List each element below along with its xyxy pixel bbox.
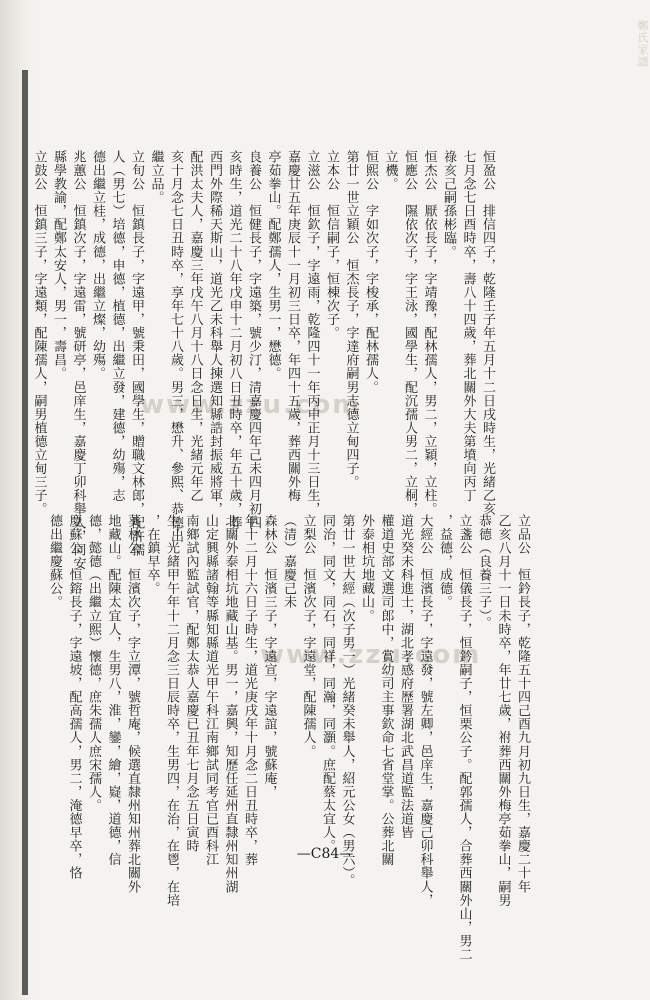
genealogy-text-top: 恒盈公 排信四子，乾隆壬子年五月十二日戌時生，光緒乙亥 七月念七日酉時卒，壽八十四歲，葬北關外大夫第墳向丙丁 祿亥己嗣孫彬臨。 恒杰公 厭依長子，字靖豫，配林孺人，男二，立穎，立柱。 恒應公 隰依次子，字王泳，國學生，配沉孺人男二，立桐， 立機。 恒熙公 字如次子，字梭承，配林孺人。 第廿一世立穎公 恒杰長子，字達府嗣男志德立甸四子。 立本公 恒信嗣子，恒棟次子。 立滋公 恒欽子，字遠雨，乾隆四十一年丙申正月十三日生， 嘉慶廿五年庚辰十一月初三日卒，年四十五歲，葬西關外梅 亭茹拳山。配鄭孺人，生男一，懋德。 良養公 恒健長子，字遠築，號少汀，清嘉慶四年己未四月初四 亥時生，道光二十八年戊申十二月初八日丑時卒，年五十歲，葬 西門外際稀天斯山，道光乙未科舉人揀選知縣誥封振威將軍， 配洪太夫人，嘉慶三年戊午八月十八日念日生，光緒元年乙 亥十月念七日丑時卒，享年七十八歲。男三，懋升、參熙、恭德出 繼立品。 立旬公 恒鎮長子，字遠甲，號秉田，國學生，贈職文林郎，配許孺 人（男七）培德，申德，植德，出繼立發，建德，幼殤，志 德出繼立桂，成德，出繼立燦，幼殤。 兆蕙公 恒鎮次子，字遠雷，號研亭，邑庠生，嘉慶丁卯科舉人，同安 縣學教諭，配鄭太安人，男一，壽昌。 立鼓公 恒鎮三子，字遠類，配陳孺人，嗣男植德立甸三子。 — [31, 150, 495, 571]
watermark-lower: www.zzu.com — [260, 640, 482, 670]
genealogy-text-bottom: 立品公 恒鈐長子，乾隆五十四己酉九月初九日生，嘉慶二十年 乙亥八月十一日未時卒，年廿七歲，祔葬西關外梅亭茹拳山，嗣男 恭德（良養三子）。 立盞公 恒儀長子，恒鈐嗣子，恒栗公子。配郭孺人，合葬西關外山，男二 ，益德，成德。 大經公 恒濱長子，字遠發，號左卿，邑庠生，嘉慶己卯科舉人， 道光癸未科進士，湖北孝感府歷署湖北武昌道監法道皆 權道史部文選司郎中，賞幼司主事欽命七省堂掌。公葬北關 外泰相坑地藏山。 第廿一世大經（次子男一）光緒癸未舉人，紹元公女（男六）。 同治，同文，同石，同祥，同瀚，同灝。庶配蔡太宜人。 立梨公 恒濱次子，字遠堂，配陳孺人。 （清）嘉慶己未 森林公 恒濱三子，字遠宣，字遠誼，號蘇庵， 年十二月十六日子時生，道光庚戌年十月念二日丑時卒，葬 北關外泰相坑地藏山基。男一，嘉興，知歷任延州直隸州知州湖 山定興縣諸翰等縣知縣道光甲午科江南鄉試同考官已酉科江 南鄉試內監試官，配鄭太恭人嘉慶已丑年七月念五日寅時 生，光緒甲午年十二月念三日辰時卒，生男四，在治，在鬯，在培 ，在鎮早卒。 葵林公 恒濱次子，字立潭，號哲庵，候選直隸州知州葬北關外 地藏山。配陳太宜人，生男八，淮，鑾，繪，嶷，道德，信 德，懿德（出繼立熙）懷德，庶朱孺人庶宋孺人。 慶蘇公 恒鎔長子，字遠坡，配高孺人，男二，淹德早卒，恪 德出繼慶蘇公。 — [47, 514, 530, 962]
page-number: —C84— — [296, 846, 354, 862]
header-side-text: 鄭氏家譜 — [636, 20, 649, 68]
watermark-upper: www.zzu.com — [140, 390, 362, 420]
